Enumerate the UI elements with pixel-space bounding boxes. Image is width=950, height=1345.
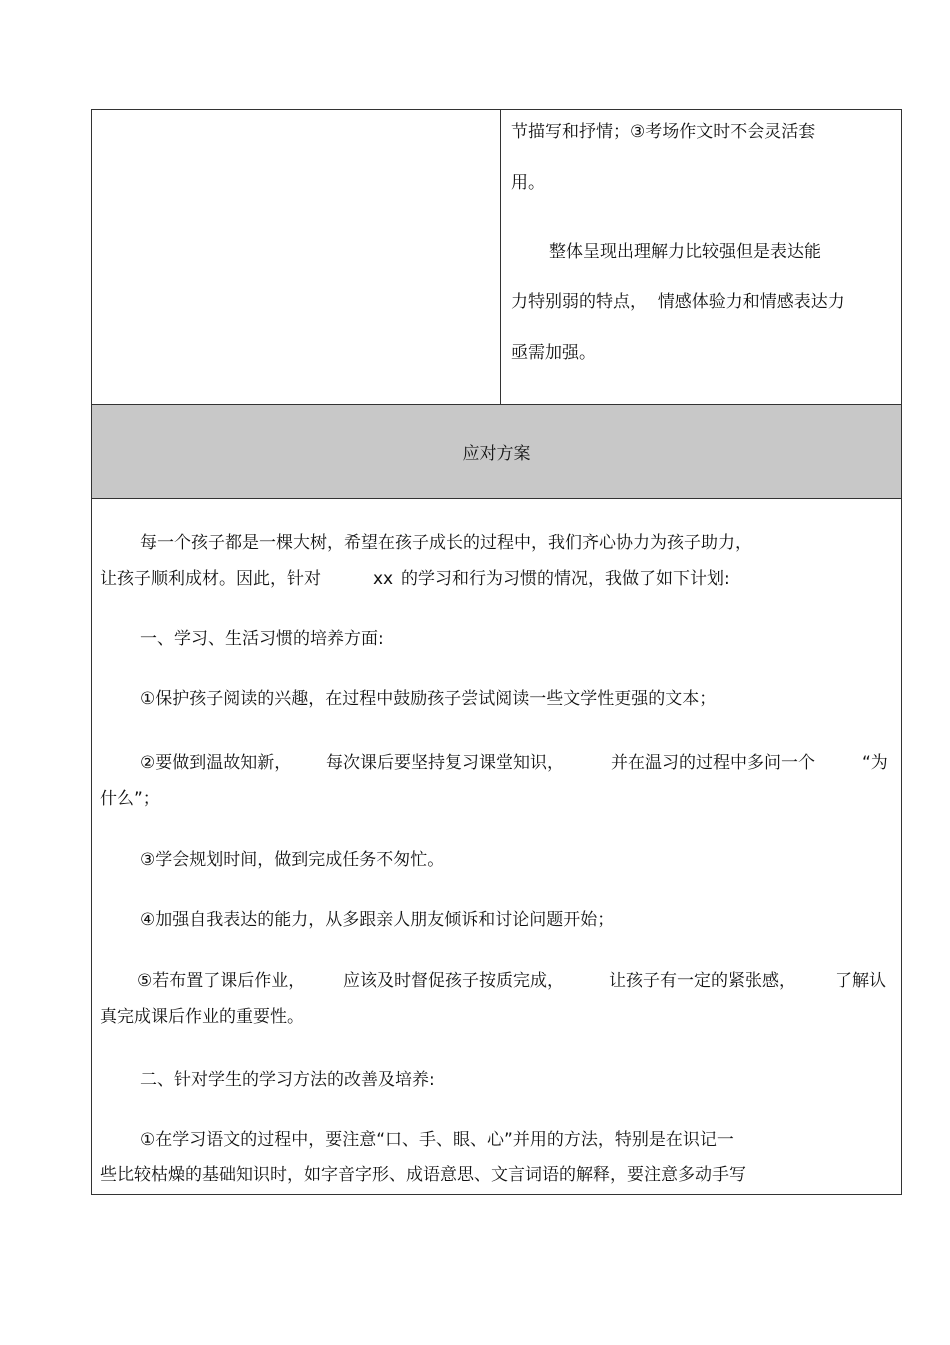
section-header-title: 应对方案	[462, 444, 531, 464]
plan-item: “为	[862, 753, 888, 773]
plan-intro-line: 让孩子顺利成材。因此，针对	[100, 569, 321, 589]
plan-item: ⑤若布置了课后作业，	[137, 971, 306, 991]
plan-item: ③学会规划时间，做到完成任务不匆忙。	[140, 850, 445, 870]
plan-item: ①在学习语文的过程中，要注意“口、手、眼、心”并用的方法，特别是在识记一	[140, 1130, 734, 1150]
plan-intro-line: 的学习和行为习惯的情况，我做了如下计划:	[401, 569, 730, 589]
plan-table	[91, 109, 902, 1195]
plan-item: 什么”；	[100, 789, 160, 809]
plan-item: 让孩子有一定的紧张感，	[609, 971, 796, 991]
section-heading: 二、针对学生的学习方法的改善及培养:	[140, 1070, 435, 1090]
plan-item: 并在温习的过程中多问一个	[611, 753, 815, 773]
analysis-line: 节描写和抒情；③考场作文时不会灵活套	[511, 122, 816, 142]
student-name: xx	[373, 569, 394, 589]
plan-item: 了解认	[835, 971, 886, 991]
analysis-line: 用。	[511, 173, 545, 193]
plan-item: 些比较枯燥的基础知识时，如字音字形、成语意思、文言词语的解释，要注意多动手写	[100, 1165, 746, 1185]
plan-item: ②要做到温故知新，	[140, 753, 292, 773]
section-heading: 一、学习、生活习惯的培养方面:	[140, 629, 384, 649]
plan-item: 每次课后要坚持复习课堂知识，	[326, 753, 564, 773]
analysis-line: 整体呈现出理解力比较强但是表达能	[549, 242, 821, 262]
analysis-row	[92, 110, 901, 404]
empty-left-cell	[92, 110, 501, 404]
plan-item: 真完成课后作业的重要性。	[100, 1007, 304, 1027]
analysis-line: 力特别弱的特点， 情感体验力和情感表达力	[511, 292, 845, 312]
analysis-cell	[501, 110, 901, 404]
plan-item: 应该及时督促孩子按质完成，	[343, 971, 564, 991]
analysis-line: 亟需加强。	[511, 343, 596, 363]
plan-intro-line: 每一个孩子都是一棵大树，希望在孩子成长的过程中，我们齐心协力为孩子助力，	[140, 533, 752, 553]
plan-cell	[92, 499, 901, 1194]
plan-item: ①保护孩子阅读的兴趣，在过程中鼓励孩子尝试阅读一些文学性更强的文本；	[140, 689, 717, 709]
section-header	[92, 404, 901, 499]
plan-item: ④加强自我表达的能力，从多跟亲人朋友倾诉和讨论问题开始；	[140, 910, 615, 930]
